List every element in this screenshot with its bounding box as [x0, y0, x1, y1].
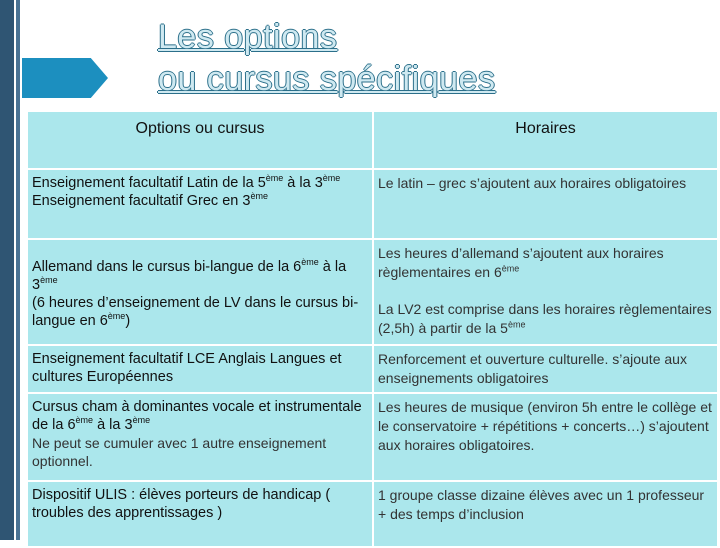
cell-text: 1 groupe classe dizaine élèves avec un 1 professeur + des temps d’inclusion [378, 487, 705, 522]
cell-text: Cursus cham à dominantes vocale et instrumentale de la 6ème à la 3ème [32, 399, 362, 433]
title-line-1: Les options [158, 18, 338, 56]
cell-text: Les heures d’allemand s’ajoutent aux horaires règlementaires en 6ème [378, 245, 664, 280]
cell-option [27, 393, 373, 481]
header-horaires: Horaires [373, 111, 718, 169]
left-decor-bar [0, 0, 14, 540]
cell-text: La LV2 est comprise dans les horaires règlementaires (2,5h) à partir de la 5ème [378, 301, 712, 336]
page-title [158, 16, 495, 100]
cell-option [27, 345, 373, 393]
header-options: Options ou cursus [27, 111, 373, 169]
cell-option [27, 239, 373, 345]
cell-horaire [373, 345, 718, 393]
table-header-row [27, 111, 718, 169]
cell-text: Ne peut se cumuler avec 1 autre enseignement optionnel. [32, 435, 327, 469]
cell-text: Dispositif ULIS : élèves porteurs de handicap ( troubles des apprentissages ) [32, 487, 331, 521]
cell-text: Enseignement facultatif Latin de la 5ème à la 3ème [32, 173, 341, 191]
cell-option [27, 169, 373, 239]
arrow-decor-shape [22, 58, 108, 98]
cell-text: Les heures de musique (environ 5h entre le collège et le conservatoire + répétitions + concerts…) s’ajoutent aux horaires obligatoires. [378, 399, 712, 453]
cell-option [27, 481, 373, 547]
cell-text: Le latin – grec s’ajoutent aux horaires obligatoires [378, 175, 687, 191]
cell-horaire [373, 393, 718, 481]
table-row [27, 481, 718, 547]
table-row [27, 393, 718, 481]
table-row [27, 239, 718, 345]
cell-horaire [373, 239, 718, 345]
cell-text: Enseignement facultatif LCE Anglais Langues et cultures Européennes [32, 351, 342, 385]
cell-horaire [373, 481, 718, 547]
cell-text: Allemand dans le cursus bi-langue de la 6ème à la 3ème [32, 257, 347, 293]
cell-text: Renforcement et ouverture culturelle. s’ajoute aux enseignements obligatoires [378, 351, 687, 386]
title-line-2: ou cursus spécifiques [158, 60, 496, 98]
left-decor-stripe [16, 0, 20, 540]
table-row [27, 345, 718, 393]
options-table [26, 110, 719, 548]
cell-text: (6 heures d’enseignement de LV dans le cursus bi-langue en 6ème) [32, 295, 359, 329]
cell-horaire [373, 169, 718, 239]
table-row [27, 169, 718, 239]
cell-text: Enseignement facultatif Grec en 3ème [32, 191, 268, 209]
